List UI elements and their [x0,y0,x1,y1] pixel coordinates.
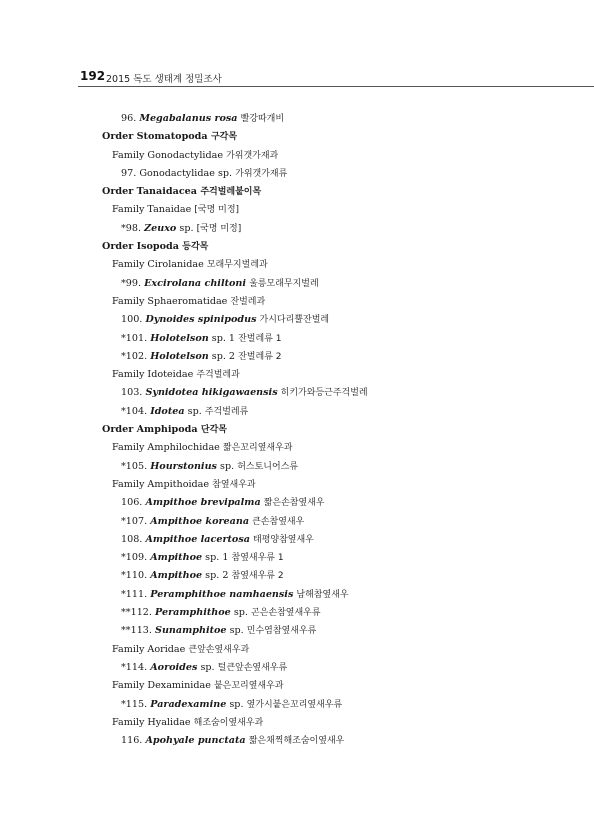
species-korean-name: 털큰앞손옆새우류 [217,662,288,673]
scientific-name: Peramphithoe [155,607,231,619]
family-korean-name: [국명 미정] [194,205,240,216]
scientific-name: Synidotea hikigawaensis [145,387,278,399]
scientific-name: Hourstonius [150,460,217,472]
family-entry [0,366,594,384]
species-number: 103. [121,387,143,399]
species-number: *115. [121,698,148,710]
species-korean-name: 짧은손참옆새우 [263,498,325,509]
species-korean-name: 옆가시붙은꼬리옆새우류 [246,699,343,710]
species-korean-name: 빨강따개비 [240,114,285,124]
family-label: Family Cirolanidae [112,259,204,271]
running-title: 2015 독도 생태계 정밀조사 [106,74,222,85]
species-number: *98. [121,222,142,234]
scientific-name: Ampithoe lacertosa [145,533,250,545]
species-korean-name: 히키가와등근주걱벌레 [280,388,368,399]
species-suffix: sp. [200,661,215,673]
family-label: Family Gonodactylidae [112,149,224,161]
species-number: 108. [121,533,143,545]
page-header [0,66,594,86]
family-korean-name: 주걱벌레과 [196,370,240,381]
family-label: Family Amphilochidae [112,442,220,454]
scientific-name: Holotelson [150,332,209,344]
page-number: 192 [80,69,106,83]
species-number: *99. [121,277,142,289]
family-label: Family Hyalidae [112,716,191,728]
species-entry [0,403,594,421]
species-number: *110. [121,570,148,582]
species-number: **112. [121,607,152,619]
species-entry [0,567,594,585]
species-suffix: sp. [229,698,244,710]
species-korean-name: 민수염참옆새우류 [246,626,317,637]
species-entry [0,110,594,128]
species-suffix: sp. [179,222,194,234]
species-korean-name: 곤은손참옆새우류 [251,608,321,619]
species-number: *102. [121,350,148,362]
species-entry [0,384,594,402]
species-korean-name: 가시다리뿔잔벌레 [259,315,330,326]
family-korean-name: 짧은꼬리옆새우과 [222,443,293,454]
species-suffix: sp. [220,460,235,472]
species-entry [0,549,594,567]
species-korean-name: 남해참옆새우 [296,589,349,600]
species-korean-name: 울릉모래무지벌레 [249,278,319,289]
header-rule [78,86,594,87]
family-entry [0,476,594,494]
species-number: *107. [121,515,148,527]
family-label: Family Dexaminidae [112,680,211,692]
species-entry [0,622,594,640]
family-entry [0,293,594,311]
order-korean-name: 주걱벌레붙이목 [200,187,262,198]
family-entry [0,439,594,457]
order-entry [0,421,594,439]
family-korean-name: 가위갯가재과 [226,150,279,161]
species-number: 96. [121,113,137,124]
family-entry [0,641,594,659]
scientific-name: Aoroides [150,661,198,673]
species-number: 116. [121,735,143,747]
species-korean-name: 큰손참옆새우 [252,516,305,527]
scientific-name: Peramphithoe namhaensis [150,588,294,600]
species-korean-name: 참옆새우류 2 [231,571,284,582]
order-korean-name: 등각목 [182,242,209,253]
family-label: Family Ampithoidae [112,478,210,490]
scientific-name: Dynoides spinipodus [145,314,257,326]
species-number: 100. [121,314,143,326]
species-korean-name: 잔벌레류 1 [238,333,282,344]
scientific-name: Ampithoe [150,570,203,582]
order-label: Order Tanaidacea [102,186,197,198]
species-entry [0,513,594,531]
order-label: Order Stomatopoda [102,131,208,143]
species-korean-name: 허스토니어스류 [237,461,299,472]
species-korean-name: 주걱벌레류 [204,406,249,417]
species-suffix: sp. [233,607,248,619]
species-suffix: sp. 1 [205,552,229,564]
species-entry [0,696,594,714]
order-korean-name: 단각목 [200,425,228,436]
species-suffix: sp. 1 [211,332,236,344]
scientific-name: Apohyale punctata [145,735,246,747]
species-entry [0,311,594,329]
species-entry [0,586,594,604]
species-entry [0,165,594,183]
scientific-name: Ampithoe [150,552,203,564]
family-label: Family Aoridae [112,643,186,655]
scientific-name: Paradexamine [150,698,227,710]
species-korean-name: 짧은채찍해조숨이옆새우 [248,736,345,747]
family-korean-name: 큰앞손옆새우과 [188,644,250,655]
family-label: Family Idoteidae [112,369,194,381]
scientific-name: Ampithoe brevipalma [145,497,261,509]
family-entry [0,256,594,274]
species-entry [0,494,594,512]
species-korean-name: [국명 미정] [196,223,242,234]
species-entry [0,348,594,366]
scientific-name: Ampithoe koreana [150,515,250,527]
family-korean-name: 잔벌레과 [230,296,266,307]
family-label: Family Sphaeromatidae [112,295,228,307]
scientific-name: Holotelson [150,350,209,362]
species-korean-name: 잔벌레류 2 [238,351,282,362]
species-entry [0,531,594,549]
species-number: 97. [121,167,137,179]
species-entry [0,732,594,750]
family-entry [0,147,594,165]
species-suffix: sp. [229,625,244,637]
family-label: Family Tanaidae [112,204,192,216]
species-number: *105. [121,460,148,472]
species-suffix: sp. [187,405,202,417]
species-suffix: sp. 2 [205,570,229,582]
species-entry [0,604,594,622]
family-entry [0,714,594,732]
scientific-name: Zeuxo [144,222,177,234]
species-korean-name: 가위갯가재류 [235,168,288,179]
species-number: 106. [121,497,143,509]
species-number: *101. [121,332,148,344]
species-entry [0,458,594,476]
family-entry [0,201,594,219]
order-korean-name: 구각목 [210,132,238,143]
order-label: Order Isopoda [102,241,179,253]
order-entry [0,128,594,146]
species-entry [0,659,594,677]
species-entry [0,220,594,238]
species-number: *104. [121,405,148,417]
scientific-name: Excirolana chiltoni [144,277,247,289]
species-korean-name: 참옆새우류 1 [231,553,284,564]
species-korean-name: 태평양참옆새우 [253,534,314,545]
order-entry [0,183,594,201]
family-entry [0,677,594,695]
scientific-name: Sunamphitoe [155,625,227,637]
species-number: *109. [121,552,148,564]
species-entry [0,330,594,348]
scientific-name: Megabalanus rosa [139,113,238,124]
order-label: Order Amphipoda [102,424,198,436]
family-korean-name: 해조숨이옆새우과 [193,717,264,728]
family-korean-name: 붙은꼬리옆새우과 [213,681,284,692]
scientific-name: Idotea [150,405,185,417]
order-entry [0,238,594,256]
species-number: **113. [121,625,152,637]
family-korean-name: 참옆새우과 [212,479,256,490]
species-suffix: sp. 2 [211,350,236,362]
species-suffix: Gonodactylidae sp. [139,167,233,179]
species-entry [0,275,594,293]
species-number: *114. [121,661,148,673]
family-korean-name: 모래무지벌레과 [206,260,268,271]
species-list [0,110,594,750]
species-number: *111. [121,588,148,600]
